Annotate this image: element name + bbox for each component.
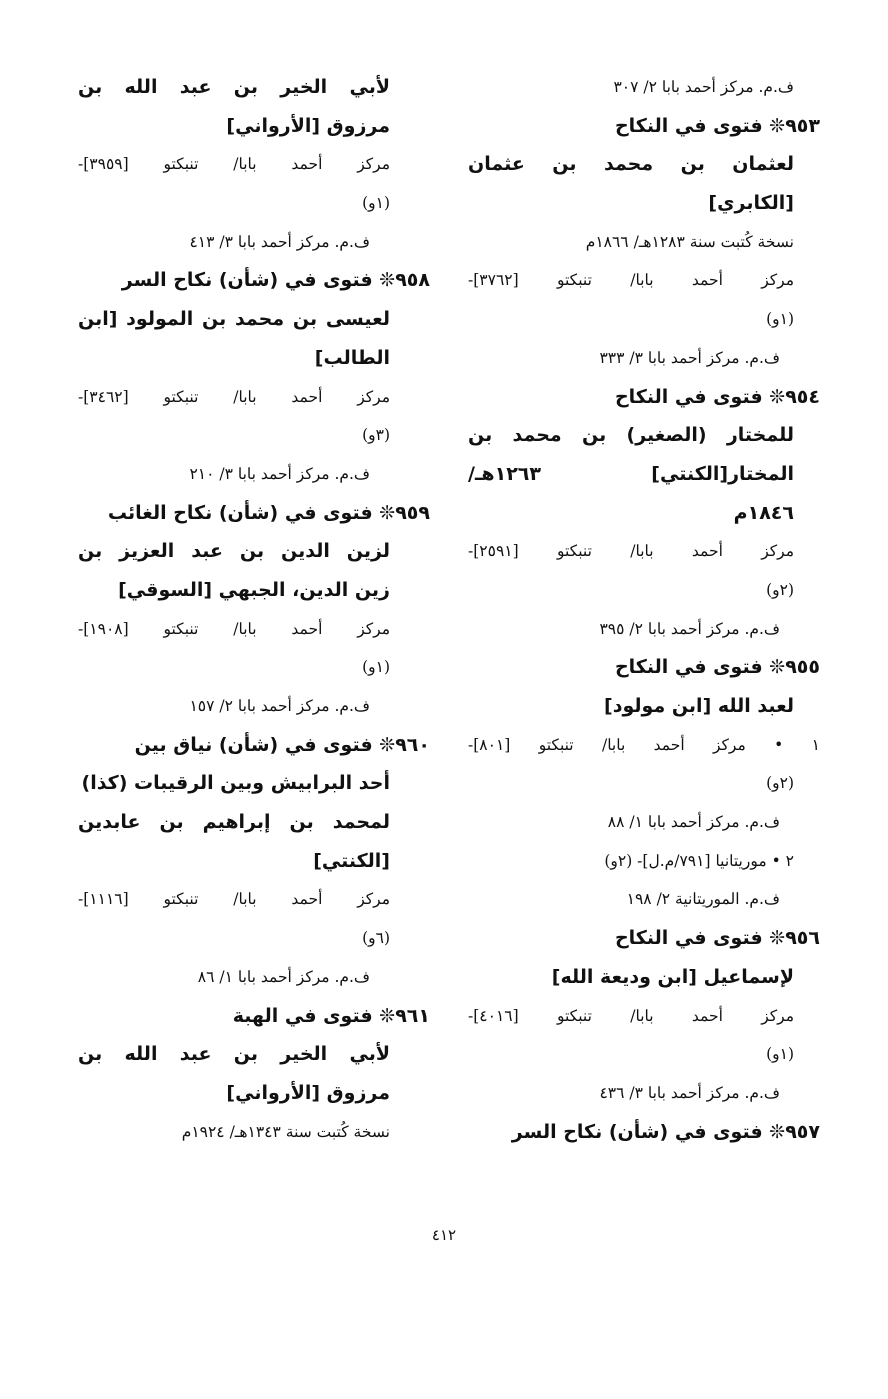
entry-microfilm: ف.م. الموريتانية ٢/ ١٩٨ xyxy=(626,890,780,909)
entry-reference: ١ • مركز أحمد بابا/ تنبكتو [٨٠١]- xyxy=(468,735,820,754)
right-column xyxy=(468,68,820,1151)
entry-author: لأبي الخير بن عبد الله بن xyxy=(78,1043,390,1066)
entry-author: لأبي الخير بن عبد الله بن xyxy=(78,76,390,98)
entry-author: الطالب] xyxy=(314,346,390,369)
entry-copy-note: نسخة كُتبت سنة ١٢٨٣هـ/ ١٨٦٦م xyxy=(585,232,794,251)
entry-reference: مركز أحمد بابا/ تنبكتو [٢٥٩١]- xyxy=(468,542,794,561)
entry-reference: مركز أحمد بابا/ تنبكتو [١٩٠٨]- xyxy=(78,619,390,638)
entry-heading: ٩٥٥❊ فتوى في النكاح xyxy=(614,656,820,679)
left-column xyxy=(78,68,430,1151)
entry-author: لإسماعيل [ابن وديعة الله] xyxy=(551,965,794,988)
entry-reference: (١و) xyxy=(362,658,390,677)
entry-microfilm: ف.م. مركز أحمد بابا ٣/ ٢١٠ xyxy=(189,464,370,483)
entry-author: للمختار (الصغير) بن محمد بن xyxy=(468,424,794,447)
entry-author: مرزوق [الأرواني] xyxy=(226,1081,390,1104)
entry-reference: مركز أحمد بابا/ تنبكتو [٣٧٦٢]- xyxy=(468,271,794,290)
entry-author: أحد البرابيش وبين الرقيبات (كذا) xyxy=(81,772,390,795)
entry-reference: مركز أحمد بابا/ تنبكتو [٣٤٦٢]- xyxy=(78,387,390,406)
entry-author: ١٨٤٦م xyxy=(733,501,794,524)
entry-reference: (١و) xyxy=(362,194,390,213)
entry-heading: ٩٥٣❊ فتوى في النكاح xyxy=(614,114,820,137)
entry-author: لعبد الله [ابن مولود] xyxy=(604,695,794,717)
entry-author: لمحمد بن إبراهيم بن عابدين xyxy=(78,811,390,834)
entry-heading: ٩٥٦❊ فتوى في النكاح xyxy=(614,927,820,950)
entry-author: زين الدين، الجبهي [السوقي] xyxy=(118,578,390,601)
entry-author: لعيسى بن محمد بن المولود [ابن xyxy=(78,308,390,331)
entry-reference: مركز أحمد بابا/ تنبكتو [٣٩٥٩]- xyxy=(78,155,390,174)
entry-reference: (١و) xyxy=(766,310,794,329)
entry-heading: ٩٥٨❊ فتوى في (شأن) نكاح السر xyxy=(121,269,430,292)
entry-microfilm: ف.م. مركز أحمد بابا ٣/ ٤٣٦ xyxy=(599,1083,780,1102)
page-number: ٤١٢ xyxy=(431,1226,457,1244)
entry-reference: مركز أحمد بابا/ تنبكتو [١١١٦]- xyxy=(78,890,390,909)
entry-microfilm: ف.م. مركز أحمد بابا ٢/ ٣٠٧ xyxy=(613,78,794,96)
entry-reference: مركز أحمد بابا/ تنبكتو [٤٠١٦]- xyxy=(468,1006,794,1025)
entry-copy-note: نسخة كُتبت سنة ١٣٤٣هـ/ ١٩٢٤م xyxy=(181,1122,390,1141)
entry-microfilm: ف.م. مركز أحمد بابا ٣/ ٤١٣ xyxy=(189,232,370,251)
entry-author: لعثمان بن محمد بن عثمان xyxy=(468,153,794,176)
entry-reference: (٢و) xyxy=(766,580,794,599)
entry-microfilm: ف.م. مركز أحمد بابا ٣/ ٣٣٣ xyxy=(599,348,780,367)
entry-author: لزين الدين بن عبد العزيز بن xyxy=(78,540,390,563)
entry-reference: (١و) xyxy=(766,1045,794,1064)
entry-microfilm: ف.م. مركز أحمد بابا ٢/ ١٥٧ xyxy=(189,697,370,715)
entry-microfilm: ف.م. مركز أحمد بابا ١/ ٨٨ xyxy=(607,813,780,832)
entry-microfilm: ف.م. مركز أحمد بابا ١/ ٨٦ xyxy=(197,967,370,986)
entry-author: [الكابري] xyxy=(708,192,794,215)
entry-heading: ٩٥٤❊ فتوى في النكاح xyxy=(614,385,820,408)
entry-heading: ٩٥٧❊ فتوى في (شأن) نكاح السر xyxy=(511,1120,820,1143)
entry-heading: ٩٦٠❊ فتوى في (شأن) نياق بين xyxy=(134,733,430,756)
entry-author: مرزوق [الأرواني] xyxy=(226,114,390,137)
entry-reference: ٢ • موريتانيا [٧٩١/م.ل]- (٢و) xyxy=(604,851,794,870)
entry-author: المختار[الكنتي] ١٢٦٣هـ/ xyxy=(468,462,794,485)
entry-microfilm: ف.م. مركز أحمد بابا ٢/ ٣٩٥ xyxy=(599,619,780,638)
entry-heading: ٩٦١❊ فتوى في الهبة xyxy=(232,1004,430,1027)
entry-reference: (٢و) xyxy=(766,774,794,793)
entry-heading: ٩٥٩❊ فتوى في (شأن) نكاح الغائب xyxy=(107,501,430,524)
entry-reference: (٣و) xyxy=(362,426,390,445)
entry-author: [الكنتي] xyxy=(313,849,390,872)
entry-reference: (٦و) xyxy=(362,929,390,948)
